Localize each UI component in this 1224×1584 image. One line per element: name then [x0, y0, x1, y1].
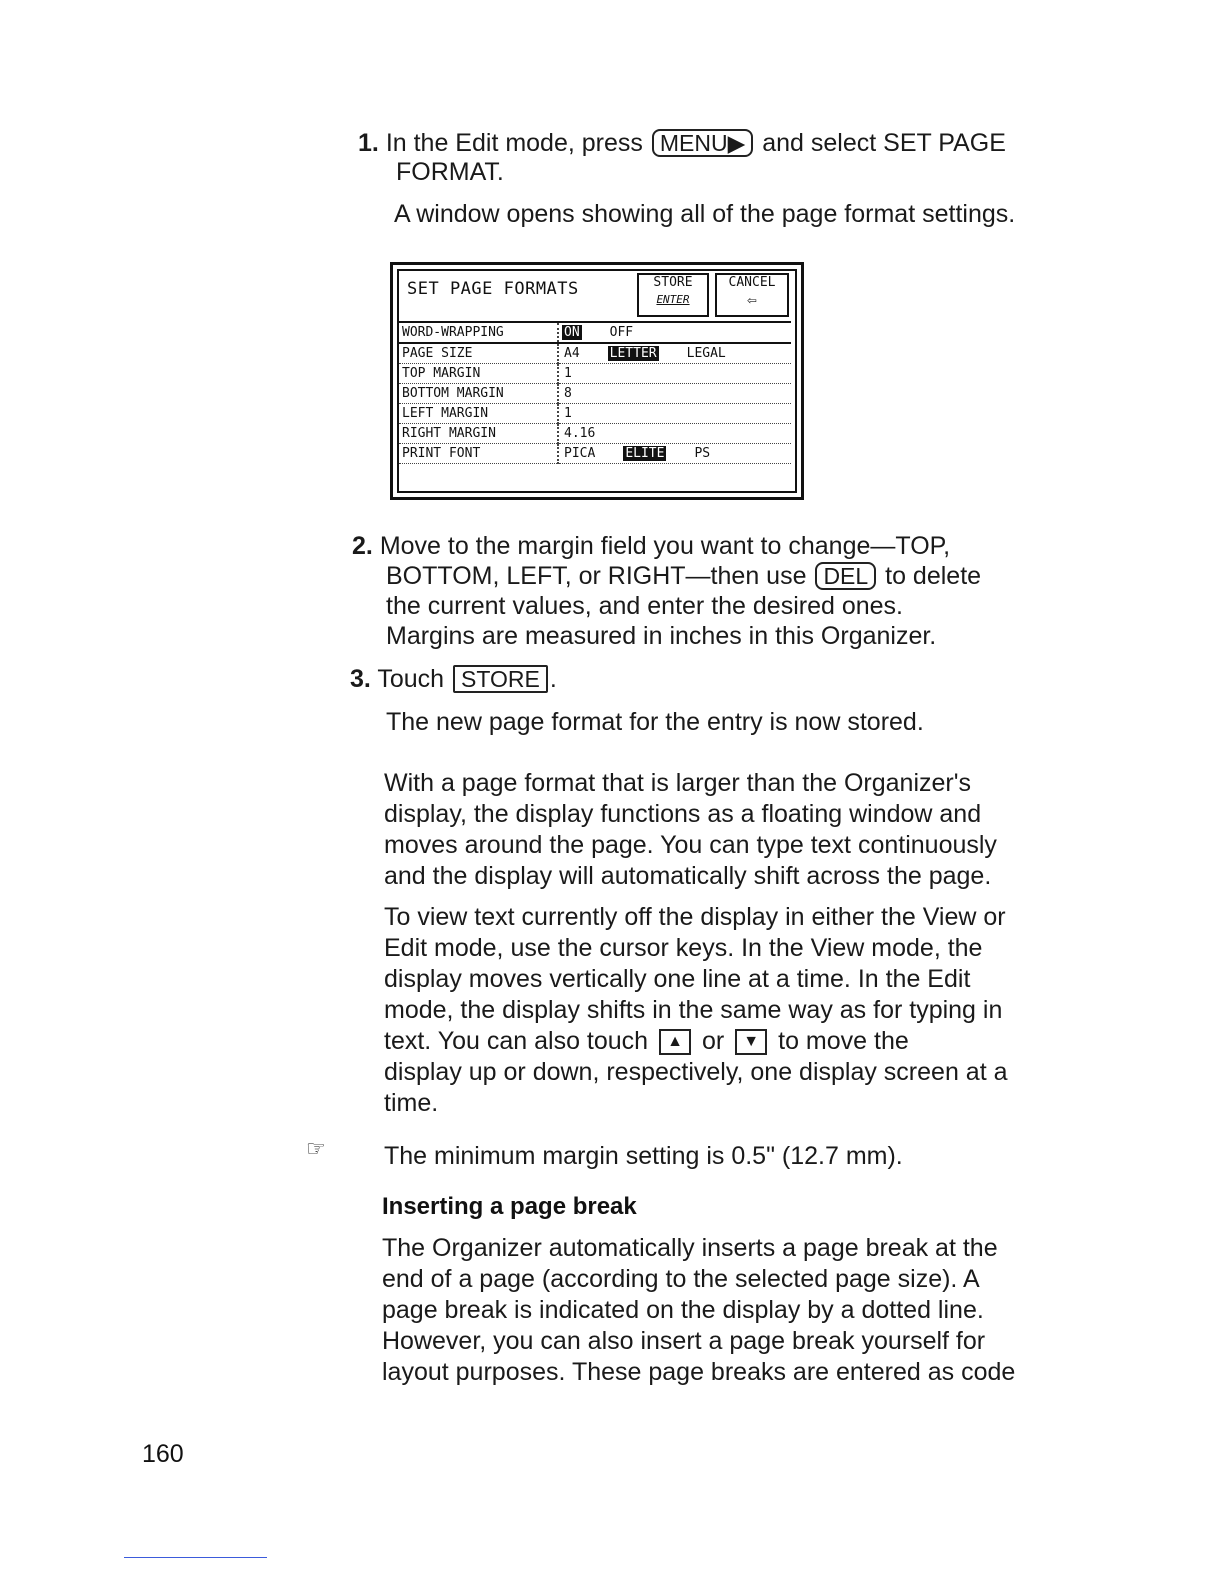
step-3-number: 3.	[350, 665, 371, 693]
setting-option[interactable]: 4.16	[564, 426, 596, 441]
menu-key: MENU▶	[652, 129, 753, 157]
step-1-number: 1.	[358, 129, 379, 157]
setting-values	[558, 364, 791, 384]
setting-option[interactable]: LEGAL	[686, 346, 726, 361]
step-3-result: The new page format for the entry is now stored.	[386, 708, 924, 736]
setting-label: RIGHT MARGIN	[399, 424, 558, 444]
setting-option[interactable]: A4	[564, 346, 580, 361]
setting-values	[558, 444, 791, 464]
del-key: DEL	[815, 562, 876, 590]
step-2-text-1: Move to the margin field you want to change—TOP,	[379, 532, 951, 560]
step-1-result: A window opens showing all of the page format settings.	[394, 200, 1016, 228]
arrow-left-icon: ⇦	[747, 290, 757, 309]
para-2-text-5b: to move the	[778, 1027, 909, 1055]
store-button[interactable]	[637, 273, 709, 317]
para-2-line: display up or down, respectively, one display screen at a	[384, 1058, 1008, 1086]
setting-values	[558, 343, 791, 364]
para-2-text-5a: text. You can also touch	[384, 1027, 649, 1055]
step-2-line-4: Margins are measured in inches in this Organizer.	[386, 622, 937, 650]
setting-label: PAGE SIZE	[399, 343, 558, 364]
setting-label: PRINT FONT	[399, 444, 558, 464]
settings-table	[399, 321, 791, 464]
step-1-text-a: In the Edit mode, press	[385, 129, 643, 157]
step-2-line-1	[352, 531, 950, 562]
para-2-line: display moves vertically one line at a time. In the Edit	[384, 965, 971, 993]
step-2-line-2	[386, 561, 981, 592]
para-2-or: or	[702, 1027, 725, 1055]
setting-option[interactable]: OFF	[609, 325, 634, 340]
setting-option[interactable]: ON	[564, 325, 580, 340]
setting-option[interactable]: 1	[564, 406, 572, 421]
lcd-screen	[390, 262, 804, 500]
cancel-label: CANCEL	[728, 275, 776, 290]
step-2-text-2a: BOTTOM, LEFT, or RIGHT—then use	[386, 562, 807, 590]
section-line: layout purposes. These page breaks are entered as code	[382, 1358, 1016, 1386]
setting-row[interactable]	[399, 424, 791, 444]
step-1-line-2: FORMAT.	[396, 158, 504, 186]
section-line: However, you can also insert a page break yourself for	[382, 1327, 986, 1355]
para-2-line: Edit mode, use the cursor keys. In the View mode, the	[384, 934, 983, 962]
para-2-line: To view text currently off the display in either the View or	[384, 903, 1006, 931]
step-1-line-1	[358, 128, 1006, 159]
pointing-hand-icon: ☞	[306, 1136, 326, 1161]
setting-label: WORD-WRAPPING	[399, 322, 558, 343]
store-key: STORE	[453, 665, 548, 693]
setting-option[interactable]: ELITE	[625, 446, 665, 461]
para-1-line: With a page format that is larger than the Organizer's	[384, 769, 971, 797]
setting-option[interactable]: PICA	[564, 446, 596, 461]
setting-values	[558, 384, 791, 404]
screen-title: SET PAGE FORMATS	[407, 279, 579, 299]
setting-values	[558, 322, 791, 343]
para-1-line: moves around the page. You can type text continuously	[384, 831, 997, 859]
para-2-line-5	[384, 1026, 909, 1057]
para-1-line: and the display will automatically shift across the page.	[384, 862, 992, 890]
setting-option[interactable]: 8	[564, 386, 572, 401]
setting-label: BOTTOM MARGIN	[399, 384, 558, 404]
step-1-text-b: and select SET PAGE	[762, 129, 1006, 157]
setting-option[interactable]: 1	[564, 366, 572, 381]
store-label: STORE	[653, 275, 693, 290]
setting-row[interactable]	[399, 322, 791, 343]
step-2-number: 2.	[352, 532, 373, 560]
enter-label: ENTER	[656, 293, 690, 306]
step-2-line-3: the current values, and enter the desired ones.	[386, 592, 903, 620]
setting-option[interactable]: LETTER	[609, 346, 657, 361]
setting-row[interactable]	[399, 444, 791, 464]
setting-values	[558, 404, 791, 424]
note-text: The minimum margin setting is 0.5" (12.7 mm).	[384, 1142, 903, 1170]
setting-row[interactable]	[399, 404, 791, 424]
setting-row[interactable]	[399, 343, 791, 364]
para-1-line: display, the display functions as a floating window and	[384, 800, 982, 828]
up-arrow-icon: ▲	[659, 1029, 691, 1055]
para-2-line: mode, the display shifts in the same way as for typing in	[384, 996, 1003, 1024]
cancel-button[interactable]	[715, 273, 789, 317]
step-3-line-1	[350, 664, 557, 695]
page-number: 160	[142, 1440, 184, 1468]
step-2-text-2b: to delete	[885, 562, 982, 590]
para-2-line: time.	[384, 1089, 439, 1117]
section-heading: Inserting a page break	[382, 1193, 637, 1220]
setting-option[interactable]: PS	[694, 446, 711, 461]
step-3-period: .	[549, 665, 557, 693]
setting-label: TOP MARGIN	[399, 364, 558, 384]
footer-rule	[124, 1557, 267, 1558]
down-arrow-icon: ▼	[735, 1029, 767, 1055]
section-line: page break is indicated on the display by a dotted line.	[382, 1296, 984, 1324]
setting-row[interactable]	[399, 384, 791, 404]
setting-row[interactable]	[399, 364, 791, 384]
setting-values	[558, 424, 791, 444]
section-line: The Organizer automatically inserts a page break at the	[382, 1234, 998, 1262]
setting-label: LEFT MARGIN	[399, 404, 558, 424]
step-3-text: Touch	[377, 665, 445, 693]
section-line: end of a page (according to the selected page size). A	[382, 1265, 980, 1293]
